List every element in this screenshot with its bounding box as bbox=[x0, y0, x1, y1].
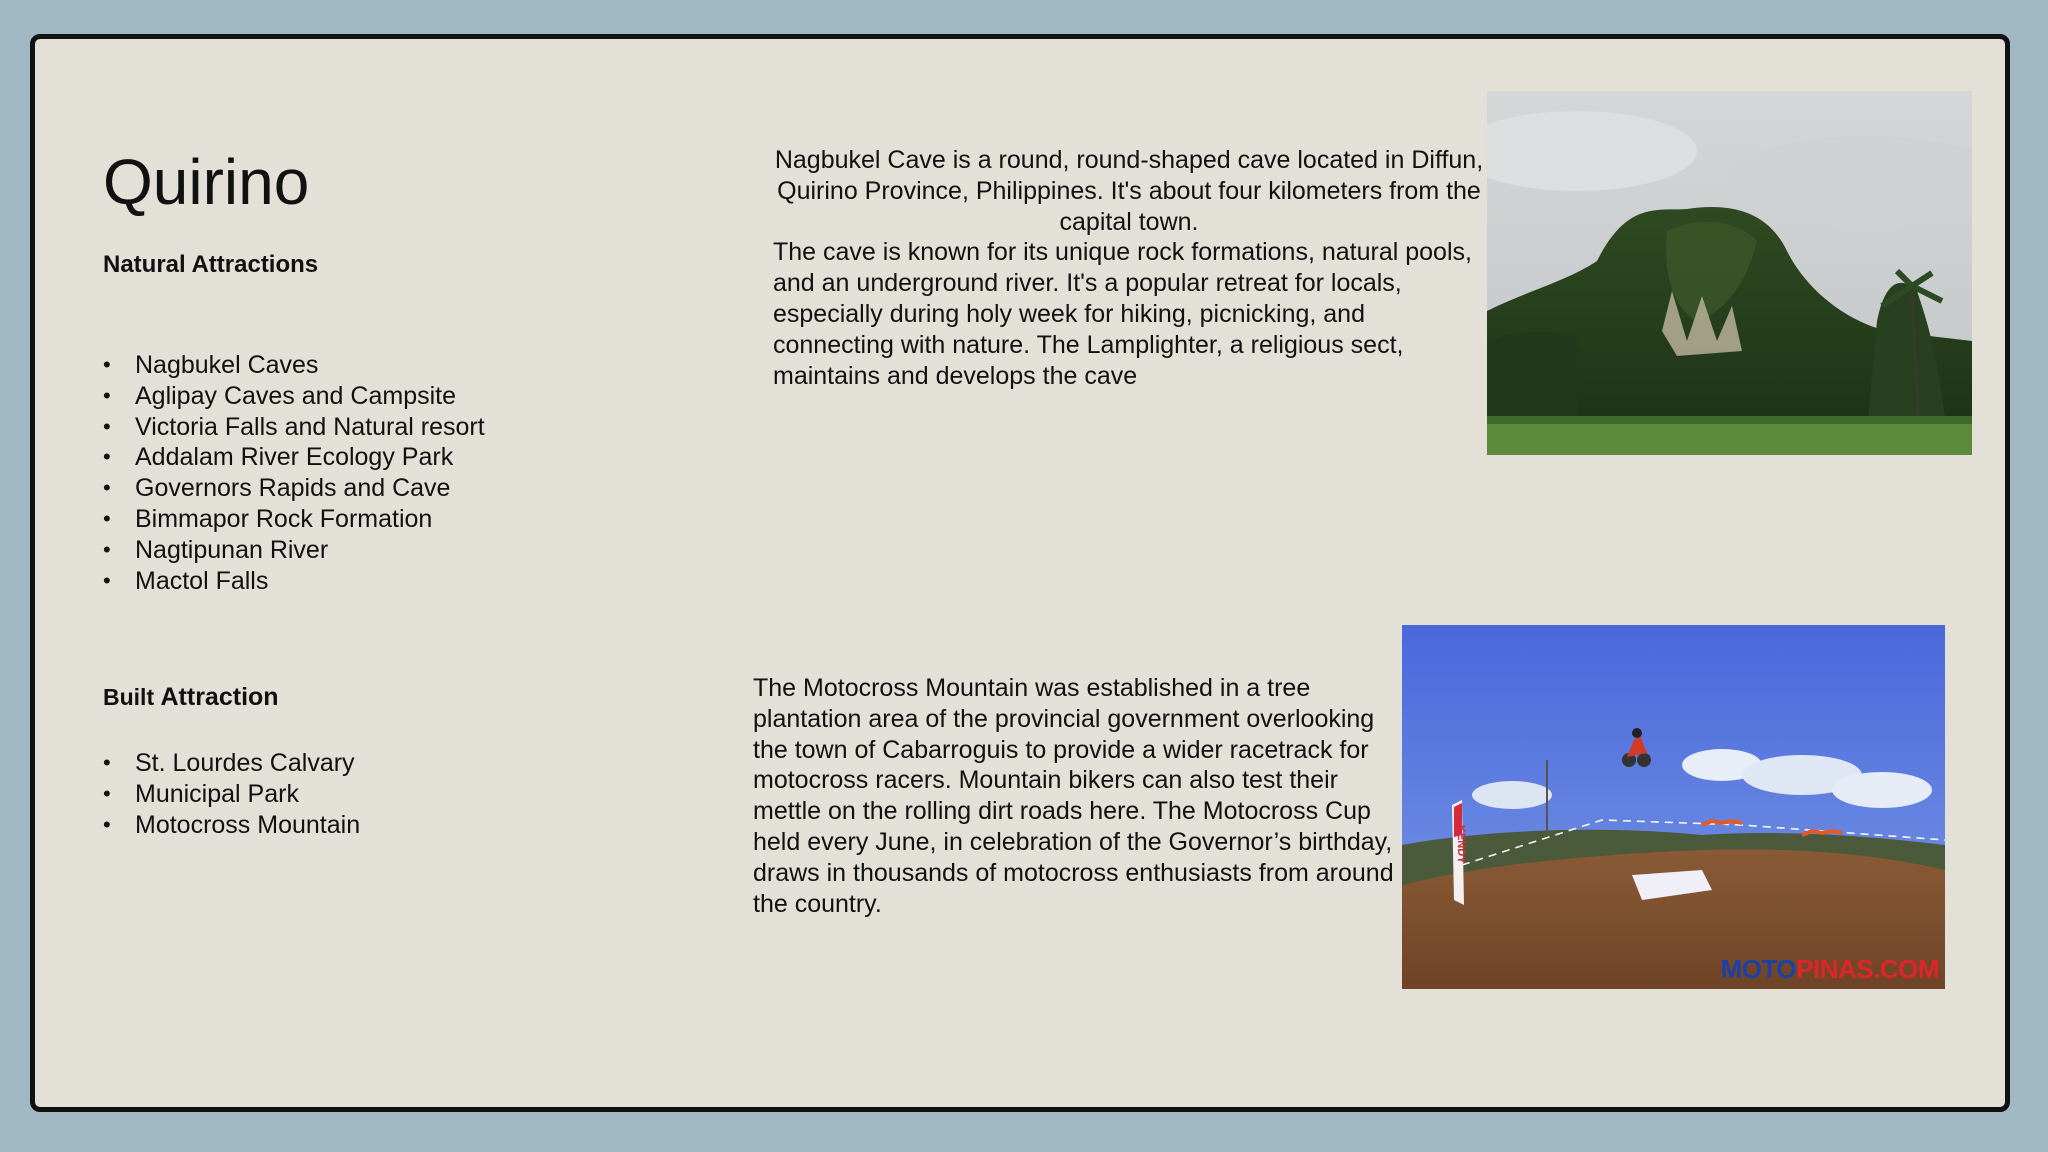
built-heading-part2: Attraction bbox=[160, 683, 279, 711]
motocross-description: The Motocross Mountain was established in a tree plantation area of the provincial government overlooking the town of Cabarroguis to provide a wider racetrack for motocross racers. Mountain bikers can also test their mettle on the rolling dirt roads here. The Motocross Cup held every June, in celebration of the Governor’s birthday, draws in thousands of motocross enthusiasts from around the country. bbox=[753, 674, 1394, 918]
list-item: • Aglipay Caves and Campsite bbox=[103, 381, 485, 412]
list-item: • Nagtipunan River bbox=[103, 535, 485, 566]
natural-attractions-list bbox=[103, 350, 485, 596]
natural-attractions-heading: Natural Attractions bbox=[103, 251, 319, 278]
list-item: • Victoria Falls and Natural resort bbox=[103, 412, 485, 443]
list-item: • Governors Rapids and Cave bbox=[103, 473, 485, 504]
list-item: • Addalam River Ecology Park bbox=[103, 442, 485, 473]
banner-text: KENDY bbox=[1455, 825, 1467, 864]
motopinas-watermark: MOTOPINAS.COM bbox=[1720, 954, 1939, 984]
built-attraction-heading bbox=[103, 681, 279, 714]
built-heading-part1: Built bbox=[103, 684, 161, 710]
slide-title: Quirino bbox=[103, 146, 310, 218]
motocross-photo bbox=[1402, 625, 1945, 989]
nagbukel-cave-image bbox=[1487, 91, 1972, 455]
nagbukel-body: The cave is known for its unique rock formations, natural pools, and an underground river. It's a popular retreat for locals, especially during holy week for hiking, picnicking, and connecting with nature. The Lamplighter, a religious sect, maintains and develops the cave bbox=[773, 238, 1472, 390]
built-attractions-list bbox=[103, 748, 360, 840]
list-item: • Motocross Mountain bbox=[103, 810, 360, 841]
motocross-image bbox=[1402, 625, 1945, 989]
nagbukel-cave-photo bbox=[1487, 91, 1972, 455]
nagbukel-intro: Nagbukel Cave is a round, round-shaped cave located in Diffun, Quirino Province, Philippines. It's about four kilometers from the capital town. bbox=[774, 146, 1484, 236]
list-item: • Nagbukel Caves bbox=[103, 350, 485, 381]
nagbukel-description bbox=[773, 145, 1485, 391]
list-item: • St. Lourdes Calvary bbox=[103, 748, 360, 779]
list-item: • Municipal Park bbox=[103, 779, 360, 810]
slide bbox=[30, 34, 2010, 1112]
list-item: • Mactol Falls bbox=[103, 566, 485, 597]
list-item: • Bimmapor Rock Formation bbox=[103, 504, 485, 535]
